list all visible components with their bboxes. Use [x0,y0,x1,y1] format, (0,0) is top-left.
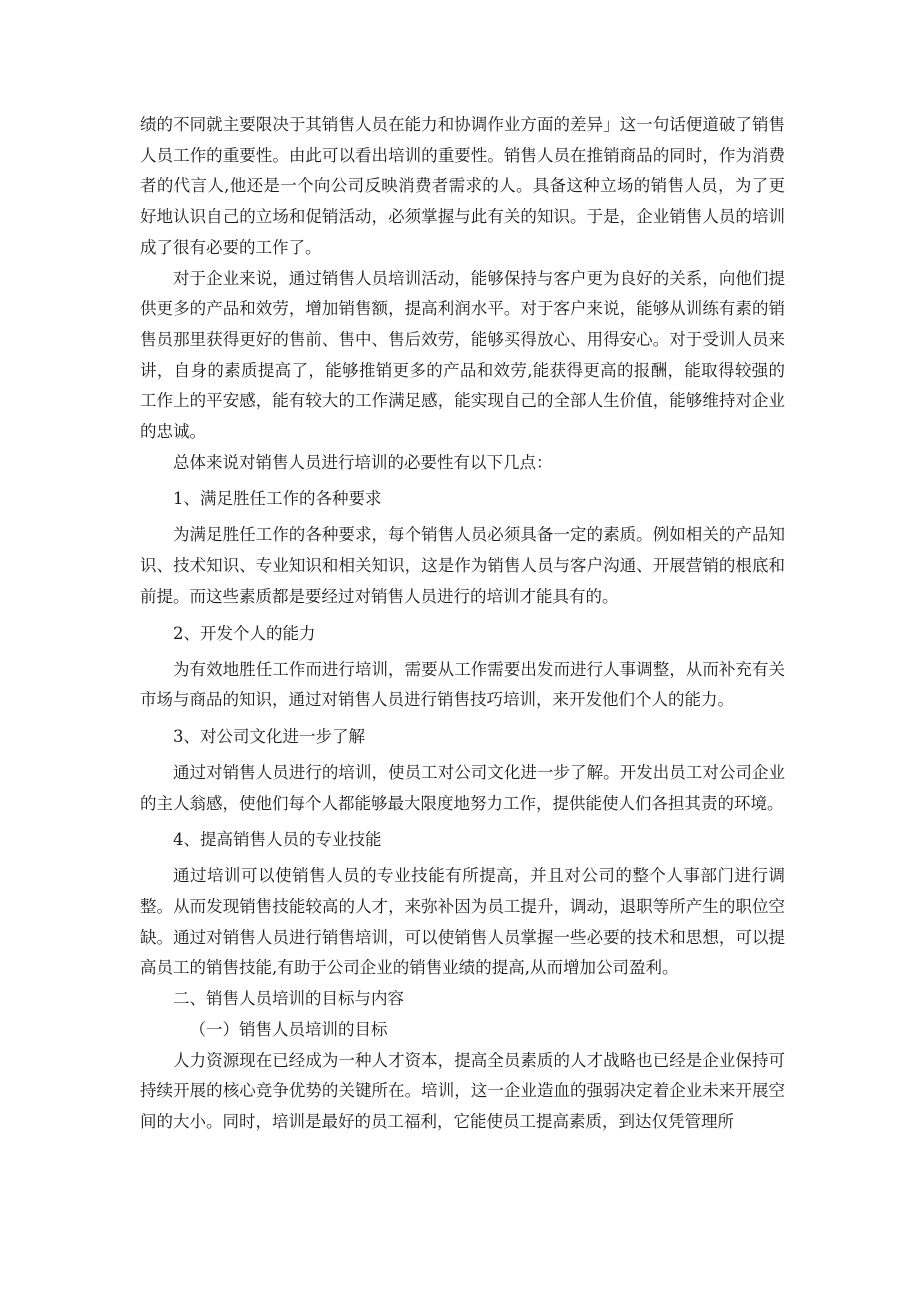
paragraph-point-4: 通过培训可以使销售人员的专业技能有所提高，并且对公司的整个人事部门进行调整。从而发现销售技能较高的人才，来弥补因为员工提升，调动，退职等所产生的职位空缺。通过对销售人员进行销售培训，可以使销售人员掌握一些必要的技术和思想，可以提高员工的销售技能,有助于公司企业的销售业绩的提高,从而增加公司盈利。 [140,866,785,978]
section-heading-2: 二、销售人员培训的目标与内容 [173,989,404,1009]
paragraph-point-1: 为满足胜任工作的各种要求，每个销售人员必须具备一定的素质。例如相关的产品知识、技术知识、专业知识和相关知识，这是作为销售人员与客户沟通、开展营销的根底和前提。而这些素质都是要经过对销售人员进行的培训才能具有的。 [140,525,785,606]
document-page [140,110,785,1138]
paragraph-point-2: 为有效地胜任工作而进行培训，需要从工作需要出发而进行人事调整，从而补充有关市场与商品的知识，通过对销售人员进行销售技巧培训，来开发他们个人的能力。 [140,659,785,710]
paragraph-benefits: 对于企业来说，通过销售人员培训活动，能够保持与客户更为良好的关系，向他们提供更多的产品和效劳，增加销售额，提高利润水平。对于客户来说，能够从训练有素的销售员那里获得更好的售前、售中、售后效劳，能够买得放心、用得安心。对于受训人员来讲，自身的素质提高了，能够推销更多的产品和效劳,能获得更高的报酬，能取得较强的工作上的平安感，能有较大的工作满足感，能实现自己的全部人生价值，能够维持对企业的忠诚。 [140,268,785,442]
paragraph-summary: 总体来说对销售人员进行培训的必要性有以下几点： [173,452,553,472]
paragraph-hr-capital: 人力资源现在已经成为一种人才资本，提高全员素质的人才战略也已经是企业保持可持续开展的核心竞争优势的关键所在。培训，这一企业造血的强弱决定着企业未来开展空间的大小。同时，培训是最好的员工福利，它能使员工提高素质，到达仅凭管理所 [140,1050,785,1131]
heading-point-2: 2、开发个人的能力 [173,623,316,643]
subsection-heading-1: （一）销售人员培训的目标 [189,1019,388,1039]
paragraph-continuation: 绩的不同就主要限决于其销售人员在能力和协调作业方面的差异」这一句话便道破了销售人员工作的重要性。由此可以看出培训的重要性。销售人员在推销商品的同时，作为消费者的代言人,他还是一个向公司反映消费者需求的人。具备这种立场的销售人员，为了更好地认识自己的立场和促销活动，必须掌握与此有关的知识。于是，企业销售人员的培训成了很有必要的工作了。 [140,115,785,257]
heading-point-4: 4、提高销售人员的专业技能 [173,830,382,850]
paragraph-point-3: 通过对销售人员进行的培训，使员工对公司文化进一步了解。开发出员工对公司企业的主人翁感，使他们每个人都能够最大限度地努力工作，提供能使人们各担其责的环境。 [140,762,785,813]
heading-point-1: 1、满足胜任工作的各种要求 [173,489,382,509]
heading-point-3: 3、对公司文化进一步了解 [173,726,365,746]
